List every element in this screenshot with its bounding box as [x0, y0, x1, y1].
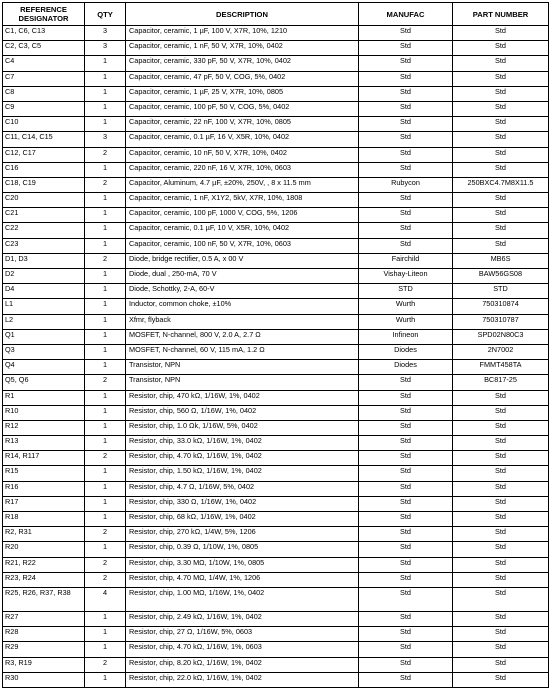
cell-part-number: Std [453, 147, 549, 162]
table-row [3, 496, 549, 511]
cell-manufacturer: Std [359, 117, 453, 132]
cell-qty: 2 [85, 147, 126, 162]
cell-reference-designator: C7 [3, 71, 85, 86]
table-body [3, 26, 549, 688]
cell-reference-designator: R16 [3, 481, 85, 496]
cell-description: Resistor, chip, 560 Ω, 1/16W, 1%, 0402 [126, 405, 359, 420]
cell-part-number: Std [453, 390, 549, 405]
cell-qty: 1 [85, 512, 126, 527]
cell-qty: 1 [85, 405, 126, 420]
cell-manufacturer: Std [359, 657, 453, 672]
cell-manufacturer: Std [359, 86, 453, 101]
cell-manufacturer: Std [359, 375, 453, 390]
cell-qty: 3 [85, 132, 126, 147]
table-row [3, 71, 549, 86]
cell-description: Capacitor, ceramic, 1 nF, 50 V, X7R, 10%, 0402 [126, 41, 359, 56]
header-description: DESCRIPTION [126, 3, 359, 26]
cell-reference-designator: C20 [3, 193, 85, 208]
cell-part-number: Std [453, 587, 549, 611]
table-row [3, 451, 549, 466]
cell-manufacturer: Std [359, 466, 453, 481]
cell-reference-designator: R1 [3, 390, 85, 405]
cell-part-number: Std [453, 572, 549, 587]
cell-manufacturer: Std [359, 496, 453, 511]
cell-description: Resistor, chip, 4.7 Ω, 1/16W, 5%, 0402 [126, 481, 359, 496]
cell-qty: 1 [85, 481, 126, 496]
cell-description: Resistor, chip, 33.0 kΩ, 1/16W, 1%, 0402 [126, 436, 359, 451]
cell-description: Capacitor, ceramic, 330 pF, 50 V, X7R, 10%, 0402 [126, 56, 359, 71]
cell-description: Diode, bridge rectifier, 0.5 A, x 00 V [126, 253, 359, 268]
cell-qty: 2 [85, 527, 126, 542]
cell-reference-designator: R13 [3, 436, 85, 451]
cell-qty: 1 [85, 329, 126, 344]
cell-reference-designator: L1 [3, 299, 85, 314]
table-row [3, 572, 549, 587]
cell-manufacturer: Std [359, 627, 453, 642]
cell-part-number: Std [453, 208, 549, 223]
cell-part-number: 750310787 [453, 314, 549, 329]
cell-reference-designator: C23 [3, 238, 85, 253]
cell-qty: 1 [85, 193, 126, 208]
cell-description: Capacitor, ceramic, 1 µF, 25 V, X7R, 10%, 0805 [126, 86, 359, 101]
cell-qty: 2 [85, 375, 126, 390]
cell-description: Resistor, chip, 68 kΩ, 1/16W, 1%, 0402 [126, 512, 359, 527]
header-reference-designator: REFERENCE DESIGNATOR [3, 3, 85, 26]
cell-manufacturer: Diodes [359, 344, 453, 359]
cell-reference-designator: R25, R26, R37, R38 [3, 587, 85, 611]
cell-qty: 1 [85, 466, 126, 481]
cell-reference-designator: R18 [3, 512, 85, 527]
cell-reference-designator: C22 [3, 223, 85, 238]
cell-qty: 1 [85, 542, 126, 557]
cell-part-number: STD [453, 284, 549, 299]
table-row [3, 269, 549, 284]
table-row [3, 405, 549, 420]
cell-qty: 1 [85, 436, 126, 451]
cell-part-number: Std [453, 542, 549, 557]
cell-part-number: Std [453, 26, 549, 41]
table-row [3, 627, 549, 642]
cell-description: MOSFET, N-channel, 800 V, 2.0 A, 2.7 Ω [126, 329, 359, 344]
cell-manufacturer: Std [359, 572, 453, 587]
table-row [3, 611, 549, 626]
cell-description: Resistor, chip, 470 kΩ, 1/16W, 1%, 0402 [126, 390, 359, 405]
cell-manufacturer: Std [359, 512, 453, 527]
cell-manufacturer: Std [359, 132, 453, 147]
cell-reference-designator: C9 [3, 101, 85, 116]
cell-manufacturer: Std [359, 56, 453, 71]
cell-part-number: Std [453, 86, 549, 101]
cell-reference-designator: R28 [3, 627, 85, 642]
cell-part-number: Std [453, 132, 549, 147]
cell-qty: 2 [85, 253, 126, 268]
table-row [3, 26, 549, 41]
cell-reference-designator: C18, C19 [3, 177, 85, 192]
cell-description: Capacitor, ceramic, 100 nF, 50 V, X7R, 10%, 0603 [126, 238, 359, 253]
cell-description: Inductor, common choke, ±10% [126, 299, 359, 314]
cell-qty: 2 [85, 572, 126, 587]
table-row [3, 314, 549, 329]
cell-description: Capacitor, ceramic, 22 nF, 100 V, X7R, 10%, 0805 [126, 117, 359, 132]
cell-reference-designator: R27 [3, 611, 85, 626]
cell-description: Resistor, chip, 330 Ω, 1/16W, 1%, 0402 [126, 496, 359, 511]
cell-description: Resistor, chip, 22.0 kΩ, 1/16W, 1%, 0402 [126, 672, 359, 687]
cell-qty: 1 [85, 611, 126, 626]
cell-part-number: Std [453, 481, 549, 496]
cell-qty: 3 [85, 41, 126, 56]
cell-manufacturer: Std [359, 208, 453, 223]
table-row [3, 420, 549, 435]
table-row [3, 542, 549, 557]
cell-qty: 2 [85, 177, 126, 192]
cell-part-number: Std [453, 71, 549, 86]
cell-description: Capacitor, ceramic, 100 pF, 1000 V, COG, 5%, 1206 [126, 208, 359, 223]
table-row [3, 177, 549, 192]
cell-qty: 1 [85, 420, 126, 435]
cell-reference-designator: C21 [3, 208, 85, 223]
cell-manufacturer: Vishay-Liteon [359, 269, 453, 284]
cell-qty: 1 [85, 269, 126, 284]
table-row [3, 329, 549, 344]
cell-manufacturer: Std [359, 451, 453, 466]
cell-reference-designator: R20 [3, 542, 85, 557]
table-row [3, 86, 549, 101]
table-header [3, 3, 549, 26]
cell-qty: 1 [85, 360, 126, 375]
cell-description: Resistor, chip, 1.0 Ωk, 1/16W, 5%, 0402 [126, 420, 359, 435]
cell-qty: 1 [85, 238, 126, 253]
cell-qty: 1 [85, 56, 126, 71]
cell-reference-designator: L2 [3, 314, 85, 329]
table-row [3, 344, 549, 359]
cell-manufacturer: Std [359, 26, 453, 41]
cell-manufacturer: Std [359, 672, 453, 687]
table-row [3, 642, 549, 657]
cell-reference-designator: Q5, Q6 [3, 375, 85, 390]
cell-manufacturer: Std [359, 390, 453, 405]
cell-description: Resistor, chip, 27 Ω, 1/16W, 5%, 0603 [126, 627, 359, 642]
cell-description: Capacitor, ceramic, 1 nF, X1Y2, 5kV, X7R, 10%, 1808 [126, 193, 359, 208]
cell-manufacturer: Std [359, 557, 453, 572]
cell-description: Capacitor, ceramic, 47 pF, 50 V, COG, 5%, 0402 [126, 71, 359, 86]
cell-part-number: Std [453, 642, 549, 657]
cell-part-number: Std [453, 611, 549, 626]
table-row [3, 657, 549, 672]
table-row [3, 132, 549, 147]
cell-manufacturer: Std [359, 527, 453, 542]
table-row [3, 117, 549, 132]
cell-description: Diode, Schottky, 2-A, 60-V [126, 284, 359, 299]
table-row [3, 527, 549, 542]
cell-part-number: Std [453, 405, 549, 420]
cell-qty: 1 [85, 117, 126, 132]
bill-of-materials-table [2, 2, 549, 688]
cell-description: Transistor, NPN [126, 375, 359, 390]
table-row [3, 672, 549, 687]
cell-qty: 2 [85, 451, 126, 466]
cell-part-number: Std [453, 557, 549, 572]
cell-part-number: Std [453, 41, 549, 56]
cell-manufacturer: Std [359, 420, 453, 435]
cell-reference-designator: R2, R31 [3, 527, 85, 542]
cell-manufacturer: Diodes [359, 360, 453, 375]
table-row [3, 436, 549, 451]
cell-description: Capacitor, ceramic, 10 nF, 50 V, X7R, 10%, 0402 [126, 147, 359, 162]
cell-manufacturer: Std [359, 405, 453, 420]
cell-reference-designator: R12 [3, 420, 85, 435]
cell-manufacturer: Infineon [359, 329, 453, 344]
cell-manufacturer: Wurth [359, 314, 453, 329]
cell-manufacturer: Std [359, 481, 453, 496]
cell-qty: 1 [85, 101, 126, 116]
cell-manufacturer: Fairchild [359, 253, 453, 268]
cell-manufacturer: Std [359, 41, 453, 56]
cell-manufacturer: Std [359, 436, 453, 451]
cell-qty: 1 [85, 496, 126, 511]
cell-part-number: Std [453, 512, 549, 527]
cell-part-number: Std [453, 238, 549, 253]
cell-qty: 3 [85, 26, 126, 41]
cell-qty: 1 [85, 86, 126, 101]
cell-description: Capacitor, Aluminum, 4.7 µF, ±20%, 250V, , 8 x 11.5 mm [126, 177, 359, 192]
cell-qty: 1 [85, 284, 126, 299]
cell-reference-designator: R17 [3, 496, 85, 511]
cell-qty: 1 [85, 299, 126, 314]
table-row [3, 481, 549, 496]
table-row [3, 284, 549, 299]
cell-manufacturer: Std [359, 642, 453, 657]
cell-part-number: Std [453, 223, 549, 238]
cell-part-number: Std [453, 466, 549, 481]
cell-part-number: Std [453, 527, 549, 542]
cell-reference-designator: D2 [3, 269, 85, 284]
cell-qty: 1 [85, 344, 126, 359]
cell-qty: 1 [85, 627, 126, 642]
cell-part-number: Std [453, 657, 549, 672]
table-row [3, 587, 549, 611]
header-qty: QTY [85, 3, 126, 26]
table-row [3, 466, 549, 481]
cell-description: Resistor, chip, 1.50 kΩ, 1/16W, 1%, 0402 [126, 466, 359, 481]
cell-part-number: Std [453, 672, 549, 687]
cell-part-number: SPD02N80C3 [453, 329, 549, 344]
cell-part-number: Std [453, 56, 549, 71]
cell-reference-designator: R15 [3, 466, 85, 481]
cell-manufacturer: Std [359, 223, 453, 238]
cell-reference-designator: R10 [3, 405, 85, 420]
cell-part-number: Std [453, 117, 549, 132]
cell-part-number: Std [453, 193, 549, 208]
table-row [3, 208, 549, 223]
cell-reference-designator: R21, R22 [3, 557, 85, 572]
cell-description: Xfmr, flyback [126, 314, 359, 329]
cell-description: Resistor, chip, 4.70 kΩ, 1/16W, 1%, 0402 [126, 451, 359, 466]
cell-part-number: Std [453, 162, 549, 177]
table-row [3, 299, 549, 314]
table-row [3, 162, 549, 177]
bom-table-container [2, 2, 549, 688]
header-row [3, 3, 549, 26]
cell-qty: 1 [85, 162, 126, 177]
cell-description: Capacitor, ceramic, 1 µF, 100 V, X7R, 10%, 1210 [126, 26, 359, 41]
cell-qty: 2 [85, 557, 126, 572]
table-row [3, 512, 549, 527]
cell-reference-designator: R14, R117 [3, 451, 85, 466]
cell-part-number: Std [453, 101, 549, 116]
cell-manufacturer: Std [359, 542, 453, 557]
table-row [3, 390, 549, 405]
cell-part-number: Std [453, 627, 549, 642]
cell-manufacturer: Std [359, 147, 453, 162]
cell-reference-designator: D1, D3 [3, 253, 85, 268]
cell-part-number: BC817-25 [453, 375, 549, 390]
cell-manufacturer: Std [359, 238, 453, 253]
cell-reference-designator: C2, C3, C5 [3, 41, 85, 56]
cell-qty: 1 [85, 208, 126, 223]
cell-qty: 1 [85, 223, 126, 238]
cell-manufacturer: Std [359, 71, 453, 86]
cell-qty: 2 [85, 657, 126, 672]
cell-reference-designator: C16 [3, 162, 85, 177]
cell-reference-designator: C11, C14, C15 [3, 132, 85, 147]
table-row [3, 101, 549, 116]
cell-description: Resistor, chip, 1.00 MΩ, 1/16W, 1%, 0402 [126, 587, 359, 611]
header-part-number: PART NUMBER [453, 3, 549, 26]
cell-part-number: Std [453, 420, 549, 435]
cell-manufacturer: Std [359, 101, 453, 116]
cell-manufacturer: Std [359, 611, 453, 626]
cell-part-number: 250BXC4.7M8X11.5 [453, 177, 549, 192]
cell-manufacturer: STD [359, 284, 453, 299]
cell-reference-designator: R30 [3, 672, 85, 687]
cell-part-number: 2N7002 [453, 344, 549, 359]
cell-description: Resistor, chip, 2.49 kΩ, 1/16W, 1%, 0402 [126, 611, 359, 626]
cell-reference-designator: Q3 [3, 344, 85, 359]
cell-reference-designator: Q1 [3, 329, 85, 344]
cell-reference-designator: C1, C6, C13 [3, 26, 85, 41]
cell-description: Resistor, chip, 4.70 kΩ, 1/16W, 1%, 0603 [126, 642, 359, 657]
cell-description: Capacitor, ceramic, 100 pF, 50 V, COG, 5%, 0402 [126, 101, 359, 116]
cell-manufacturer: Rubycon [359, 177, 453, 192]
cell-part-number: Std [453, 436, 549, 451]
cell-reference-designator: Q4 [3, 360, 85, 375]
cell-description: Transistor, NPN [126, 360, 359, 375]
cell-description: Capacitor, ceramic, 220 nF, 16 V, X7R, 10%, 0603 [126, 162, 359, 177]
cell-part-number: BAW56GS08 [453, 269, 549, 284]
cell-part-number: MB6S [453, 253, 549, 268]
table-row [3, 223, 549, 238]
cell-qty: 1 [85, 390, 126, 405]
table-row [3, 56, 549, 71]
table-row [3, 193, 549, 208]
cell-description: Diode, dual , 250-mA, 70 V [126, 269, 359, 284]
cell-qty: 4 [85, 587, 126, 611]
table-row [3, 360, 549, 375]
cell-description: Resistor, chip, 0.39 Ω, 1/10W, 1%, 0805 [126, 542, 359, 557]
cell-reference-designator: R3, R19 [3, 657, 85, 672]
cell-description: Resistor, chip, 270 kΩ, 1/4W, 5%, 1206 [126, 527, 359, 542]
cell-part-number: Std [453, 496, 549, 511]
cell-manufacturer: Std [359, 587, 453, 611]
cell-part-number: FMMT458TA [453, 360, 549, 375]
cell-reference-designator: R23, R24 [3, 572, 85, 587]
cell-reference-designator: C10 [3, 117, 85, 132]
cell-manufacturer: Std [359, 162, 453, 177]
cell-description: Resistor, chip, 8.20 kΩ, 1/16W, 1%, 0402 [126, 657, 359, 672]
cell-reference-designator: D4 [3, 284, 85, 299]
cell-part-number: 750310874 [453, 299, 549, 314]
table-row [3, 147, 549, 162]
table-row [3, 41, 549, 56]
table-row [3, 253, 549, 268]
cell-reference-designator: R29 [3, 642, 85, 657]
cell-reference-designator: C4 [3, 56, 85, 71]
cell-manufacturer: Std [359, 193, 453, 208]
table-row [3, 238, 549, 253]
cell-reference-designator: C8 [3, 86, 85, 101]
cell-qty: 1 [85, 314, 126, 329]
cell-description: Capacitor, ceramic, 0.1 µF, 16 V, X5R, 10%, 0402 [126, 132, 359, 147]
cell-description: MOSFET, N-channel, 60 V, 115 mA, 1.2 Ω [126, 344, 359, 359]
table-row [3, 557, 549, 572]
cell-qty: 1 [85, 672, 126, 687]
cell-manufacturer: Wurth [359, 299, 453, 314]
cell-description: Resistor, chip, 4.70 MΩ, 1/4W, 1%, 1206 [126, 572, 359, 587]
header-manufacturer: MANUFAC [359, 3, 453, 26]
cell-qty: 1 [85, 642, 126, 657]
table-row [3, 375, 549, 390]
cell-part-number: Std [453, 451, 549, 466]
cell-description: Resistor, chip, 3.30 MΩ, 1/10W, 1%, 0805 [126, 557, 359, 572]
cell-description: Capacitor, ceramic, 0.1 µF, 10 V, X5R, 10%, 0402 [126, 223, 359, 238]
cell-qty: 1 [85, 71, 126, 86]
cell-reference-designator: C12, C17 [3, 147, 85, 162]
